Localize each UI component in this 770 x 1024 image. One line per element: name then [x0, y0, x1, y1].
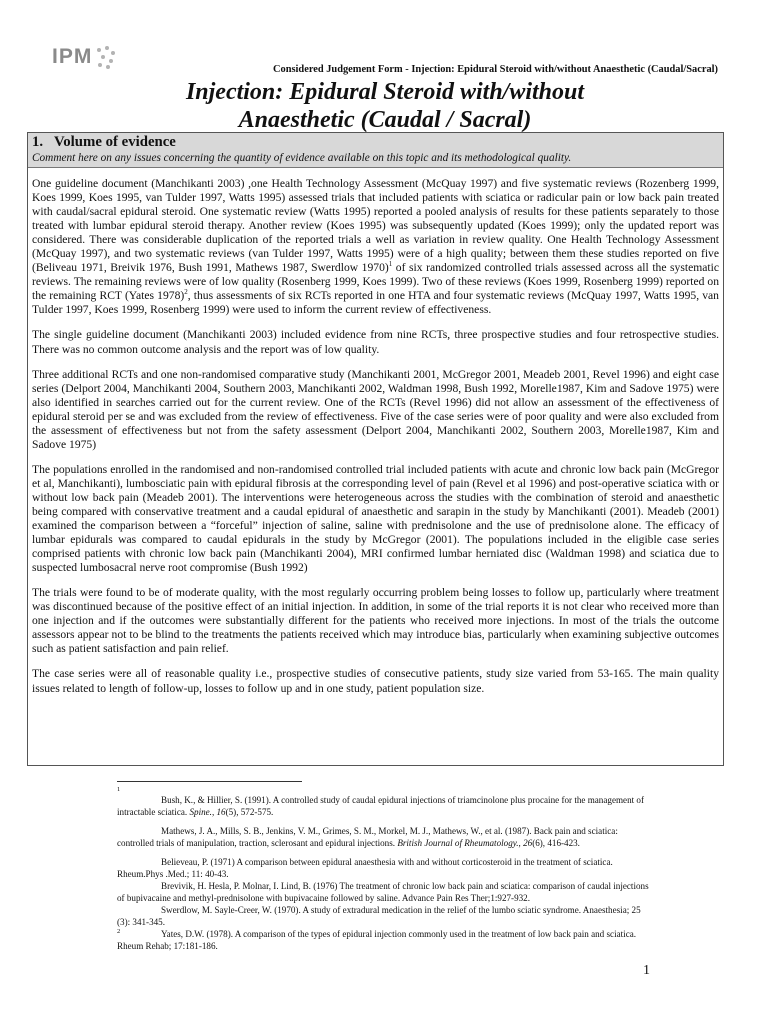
footnote-1a-text: Bush, K., & Hillier, S. (1991). A controlled study of caudal epidural injections of triamcinolone plus procaine for the management of intractable sciatica. [117, 795, 645, 817]
footnote-1b-text: Mathews, J. A., Mills, S. B., Jenkins, V. M., Grimes, S. M., Morkel, M. J., Mathews, W., et al. (1987). Back pain and sciatica: controlled trials of manipulation, traction, sclerosant and epidural injections. [117, 826, 618, 848]
paragraph-5: The trials were found to be of moderate quality, with the most regularly occurring problem being losses to follow up, particularly where treatment was discontinued because of the positive effect of an initial injection. In addition, in some of the trial reports it is not clear who received more than one injection and if the outcomes were substantially different for the patients who received more injections. In most of the trials the outcome assessors appear not to be blind to the treatments the patients received which may introduce bias, particularly when examining subjective outcomes such as patient satisfaction and pain relief. [32, 586, 719, 656]
evidence-section [27, 132, 724, 766]
footnote-1b-rest: (6), 416-423. [532, 838, 580, 848]
footnote-1-entry-mathews [117, 825, 655, 849]
title-line-2: Anaesthetic (Caudal / Sacral) [238, 107, 532, 133]
footnote-1 [117, 786, 655, 818]
paragraph-1-part-a: One guideline document (Manchikanti 2003) ,one Health Technology Assessment (McQuay 1997) and five systematic reviews (Rozenberg 1999, Koes 1999, Koes 1995, van Tulder 1997, Watts 1995) assessed trials that included patients with sciatica or radicular pain or low back pain treated with caudal/sacral epidural steroid. One systematic review (Watts 1995) reported a pooled analysis of results for these patients separately to those treated with lumbar epidural steroid therapy. Another review (Koes 1995) was subsequently updated (Koes 1999); only the updated report was considered. There was considerable duplication of the reported trials a well as variation in review quality. One Health Technology Assessment (McQuay 1997), and two systematic reviews (van Tulder 1997, Watts 1995) were of a high quality; between them these studies reported on five (Beliveau 1971, Breivik 1976, Bush 1991, Mathews 1987, Swerdlow 1970) [32, 177, 719, 275]
footnote-ref-1: 1 [388, 260, 393, 269]
page-number: 1 [643, 963, 650, 978]
paragraph-1-part-b: of six randomized controlled trials assessed across all the systematic reviews. The remaining reviews were of low quality (Rosenberg 1999, Koes 1999). Two of these reviews (Koes 1999, Rosenberg 1999) reported on the remaining RCT (Yates 1978) [32, 261, 719, 303]
section-subtitle: Comment here on any issues concerning the quantity of evidence available on this topic and its methodological quality. [32, 152, 572, 164]
footnote-1b-journal: British Journal of Rheumatology., 26 [397, 838, 533, 848]
paragraph-2: The single guideline document (Manchikanti 2003) included evidence from nine RCTs, three prospective studies and four retrospective studies. There was no common outcome analysis and the report was of low quality. [32, 328, 719, 356]
footnote-1a-journal: Spine., 16 [189, 807, 226, 817]
section-title-text: Volume of evidence [53, 134, 176, 150]
paragraph-6: The case series were all of reasonable quality i.e., prospective studies of consecutive patients, study size varied from 53-165. The main quality issues related to length of follow-up, losses to follow up and in one study, patient population size. [32, 667, 719, 695]
page-header: Considered Judgement Form - Injection: Epidural Steroid with/without Anaesthetic (Caudal/Sacral) [273, 64, 718, 75]
footnotes [117, 786, 655, 959]
footnote-1-entry-believeau: Believeau, P. (1971) A comparison between epidural anaesthesia with and without corticosteroid in the treatment of sciatica. Rheum.Phys .Med.; 11: 40-43. [117, 857, 613, 879]
paragraph-1 [32, 177, 719, 317]
section-header [28, 133, 723, 168]
section-title [32, 134, 719, 151]
footnote-divider [117, 781, 302, 782]
footnote-1a-rest: (5), 572-575. [225, 807, 274, 817]
paragraph-4: The populations enrolled in the randomised and non-randomised controlled trial included patients with acute and chronic low back pain (McGregor et al, Manchikanti), lumbosciatic pain with epidural fibrosis at the corresponding level of pain (Revel et al 1996) and post-operative sciatica with or without low back pain (Meadeb 2001). The interventions were heterogeneous across the studies with the combination of steroid and anaesthetic being compared with conservative treatment and a caudal epidural of anaesthetic and sarapin in the study by Manchikanti (2001). Meadeb (2001) examined the comparison between a “forceful” injection of saline, saline with prednisolone and the use of prednisolone alone. The efficacy of lumbar epidurals was compared to caudal epidurals in the study by McGregor (2001). The populations included in the eligible case series comprised patients with chronic low back pain (Manchikanti 2004), MRI confirmed lumbar herniated disc (Waldman 1998) and sciatica due to suspected lumbosacral nerve root compromise (Bush 1992) [32, 462, 719, 575]
footnote-1-entry-swerdlow: Swerdlow, M. Sayle-Creer, W. (1970). A study of extradural medication in the relief of the lumbo sciatic syndrome. Anaesthesia; 25 (3): 341-345. [117, 905, 641, 927]
footnote-1-entry-bush [117, 794, 655, 818]
logo-text: IPM [52, 45, 93, 68]
footnote-1-entry-brevivik: Brevivik, H. Hesla, P. Molnar, I. Lind, B. (1976) The treatment of chronic low back pain and sciatica: comparison of caudal injections of bupivacaine and methyl-prednisolone with bupivacaine followed by saline. Advance Pain Res Ther;1:927-932. [117, 881, 649, 903]
paragraph-1-part-c: , thus assessments of six RCTs reported in one HTA and four systematic reviews (McQuay 1997, Watts 1995, van Tulder 1997, Koes 1999, Rosenberg 1999) were used to inform the current review of effectiveness. [32, 289, 719, 317]
footnote-1-mark: 1 [117, 786, 121, 793]
footnote-2 [117, 928, 655, 952]
footnote-ref-2: 2 [184, 288, 188, 297]
paragraph-3: Three additional RCTs and one non-randomised comparative study (Manchikanti 2001, McGregor 2001, Meadeb 2001, Revel 1996) and eight case series (Delport 2004, Manchikanti 2004, Southern 2003, Manchikanti 2002, Waldman 1998, Bush 1992, Morelle1987, Kim and Sadove 1975) were also identified in searches carried out for the current review. One of the RCTs (Revel 1996) did not allow an assessment of the effectiveness of epidural steroid per se and was excluded from the review of effectiveness. Five of the case series were of poor quality and were also excluded from the assessment of effectiveness but not from the safety assessment (Delport 2004, Manchikanti 2002, Southern 2003, Morelle1987, Kim and Sadove 1975) [32, 367, 719, 451]
footnote-2-entry-yates: Yates, D.W. (1978). A comparison of the types of epidural injection commonly used in the treatment of low back pain and sciatica. Rheum Rehab; 17:181-186. [117, 929, 637, 951]
title-line-1: Injection: Epidural Steroid with/without [185, 79, 585, 105]
footnote-2-mark: 2 [117, 928, 121, 935]
page-title [60, 78, 710, 134]
section-body [28, 168, 723, 696]
section-number: 1. [32, 134, 44, 150]
